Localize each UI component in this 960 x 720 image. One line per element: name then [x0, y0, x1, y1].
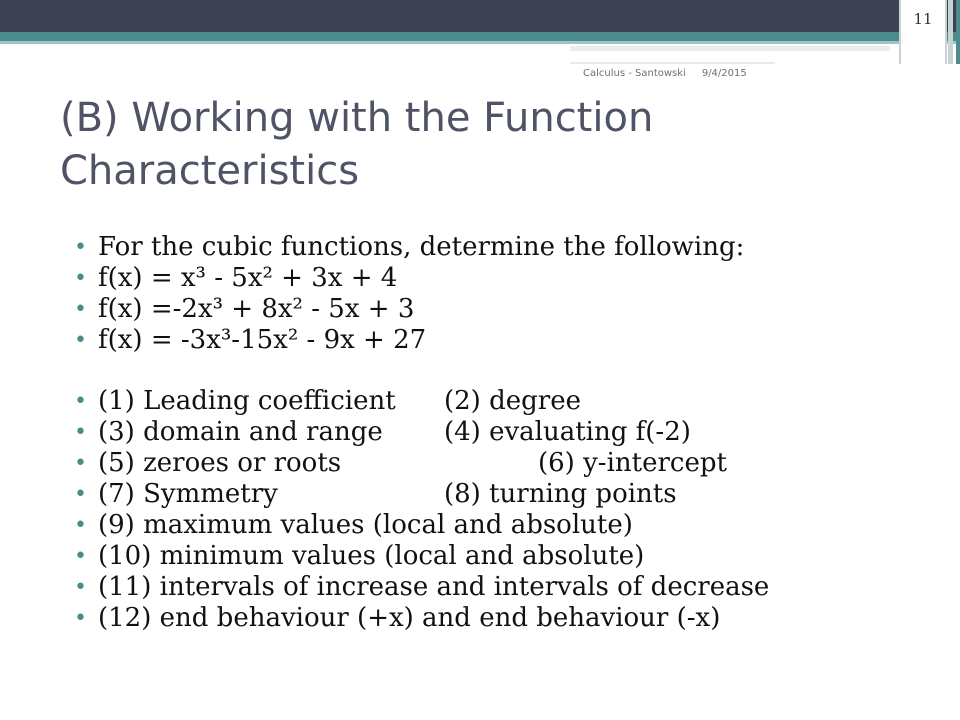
divider [570, 62, 775, 64]
list-item: • For the cubic functions, determine the following: [72, 232, 769, 263]
list-item-text: (3) domain and range [98, 417, 383, 447]
list-item-text: (6) y-intercept [538, 448, 727, 478]
list-item-text: (5) zeroes or roots [98, 448, 342, 478]
footer-date: 9/4/2015 [701, 68, 747, 79]
list-item: • f(x) = -3x³-15x² - 9x + 27 [72, 325, 769, 356]
list-item-text: (1) Leading coefficient [98, 386, 396, 416]
slide-number: 11 [913, 10, 933, 28]
list-item: • (12) end behaviour (+x) and end behaviour (-x) [72, 603, 769, 634]
list-item-text: (7) Symmetry [98, 479, 278, 509]
list-item [72, 448, 769, 479]
list-item: • (9) maximum values (local and absolute) [72, 510, 769, 541]
slide-title: (B) Working with the Function Characteristics [60, 95, 654, 194]
accent-bar-light [0, 41, 960, 44]
list-item: • f(x) =-2x³ + 8x² - 5x + 3 [72, 294, 769, 325]
list-item-text: (8) turning points [444, 479, 677, 509]
list-item-text: (2) degree [444, 386, 581, 416]
header-bar [0, 0, 960, 32]
spacer [72, 356, 769, 386]
bullet-list [72, 232, 769, 634]
divider [570, 46, 890, 51]
decorative-stripe [948, 0, 953, 64]
list-item [72, 417, 769, 448]
decorative-stripe [956, 0, 960, 64]
footer-course: Calculus - Santowski [583, 68, 686, 79]
list-item: • (11) intervals of increase and intervals of decrease [72, 572, 769, 603]
list-item [72, 479, 769, 510]
list-item: • f(x) = x³ - 5x² + 3x + 4 [72, 263, 769, 294]
slide-footer [583, 68, 747, 79]
accent-bar [0, 32, 960, 41]
list-item-text: (4) evaluating f(-2) [444, 417, 691, 447]
list-item: • (10) minimum values (local and absolute) [72, 541, 769, 572]
list-item [72, 386, 769, 417]
